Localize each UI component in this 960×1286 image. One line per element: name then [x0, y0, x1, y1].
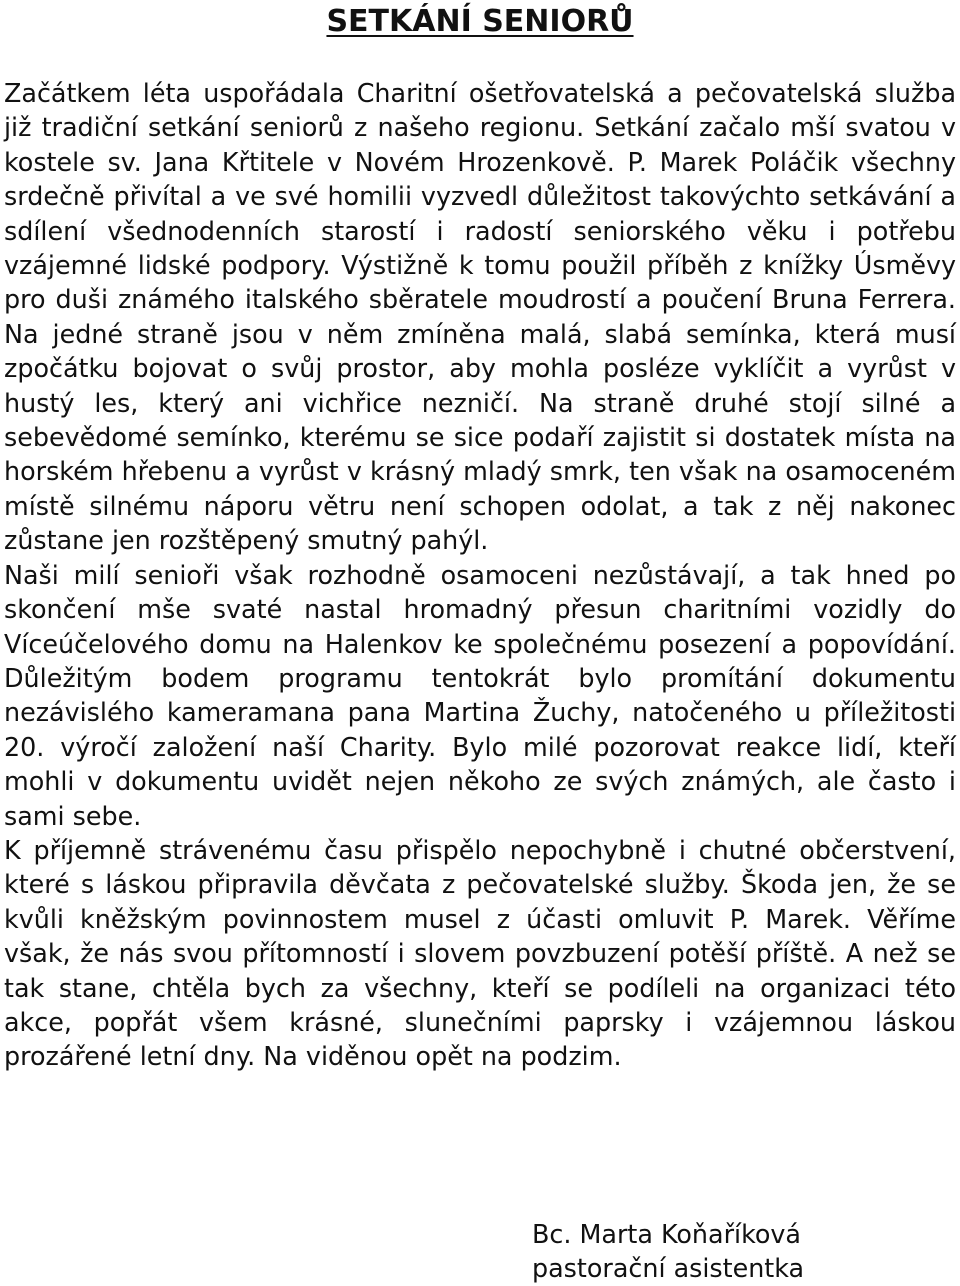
signature-role: pastorační asistentka [532, 1253, 805, 1283]
page-title: SETKÁNÍ SENIORŮ [326, 4, 634, 39]
signature-block [532, 1217, 952, 1285]
paragraph: Začátkem léta uspořádala Charitní ošetřovatelská a pečovatelská služba již tradiční setkání seniorů z našeho regionu. Setkání začalo mší svatou v kostele sv. Jana Křtitele v Novém Hrozenkově. P. Marek Poláčik všechny srdečně přivítal a ve své homilii vyzvedl důležitost takovýchto setkávání a sdílení všednodenních starostí i radostí seniorského věku i potřebu vzájemné lidské podpory. Výstižně k tomu použil příběh z knížky Úsměvy pro duši známého italského sběratele moudrostí a poučení Bruna Ferrera. Na jedné straně jsou v něm zmíněna malá, slabá semínka, která musí zpočátku bojovat o svůj prostor, aby mohla posléze vyklíčit a vyrůst v hustý les, který ani vichřice nezničí. Na straně druhé stojí silné a sebevědomé semínko, kterému se sice podaří zajistit si dostatek místa na horském hřebenu a vyrůst v krásný mladý smrk, ten však na osamoceném místě silnému náporu větru není schopen odolat, a tak z něj nakonec zůstane jen rozštěpený smutný pahýl. [4, 78, 956, 556]
article-body [4, 76, 956, 1074]
paragraph: K příjemně strávenému času přispělo nepochybně i chutné občerstvení, které s láskou připravila děvčata z pečovatelské služby. Škoda jen, že se kvůli kněžským povinnostem musel z účasti omluvit P. Marek. Věříme však, že nás svou přítomností i slovem povzbuzení potěší příště. A než se tak stane, chtěla bych za všechny, kteří se podíleli na organizaci této akce, popřát všem krásné, slunečními paprsky i vzájemnou láskou prozářené letní dny. Na viděnou opět na podzim. [4, 834, 956, 1072]
signature-name: Bc. Marta Koňaříková [532, 1219, 801, 1249]
paragraph: Naši milí senioři však rozhodně osamoceni nezůstávají, a tak hned po skončení mše svaté nastal hromadný přesun charitními vozidly do Víceúčelového domu na Halenkov ke společnému posezení a popovídání. Důležitým bodem programu tentokrát bylo promítání dokumentu nezávislého kameramana pana Martina Žuchy, natočeného u příležitosti 20. výročí založení naší Charity. Bylo milé pozorovat reakce lidí, kteří mohli v dokumentu uvidět nejen někoho ze svých známých, ale často i sami sebe. [4, 559, 956, 831]
